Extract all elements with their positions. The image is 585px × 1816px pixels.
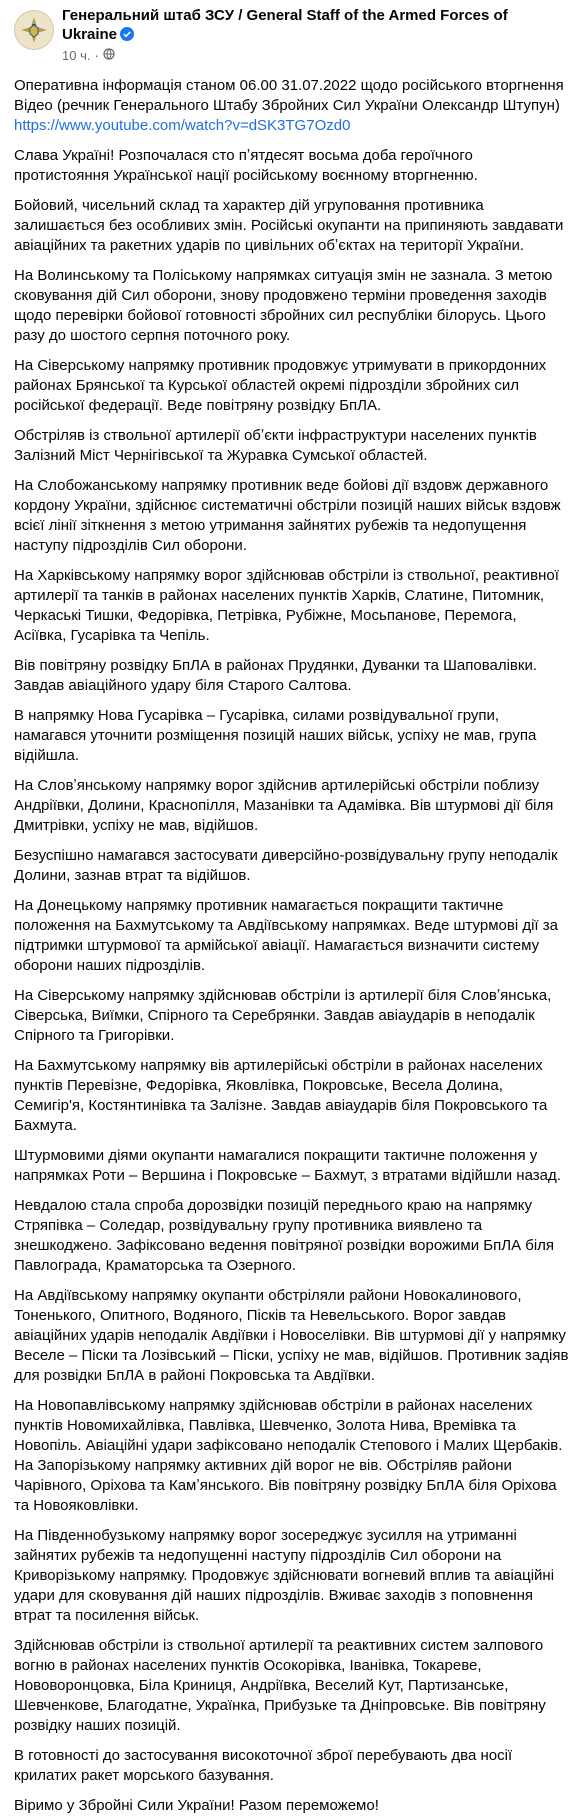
meta-separator: · [94,48,99,63]
video-link[interactable]: https://www.youtube.com/watch?v=dSK3TG7Ozd0 [14,117,351,134]
post-paragraph: Слава Україні! Розпочалася сто пʼятдесят восьма доба героїчного протистояння Української нації російському воєнному вторгненню. [14,147,478,184]
post-meta [62,48,517,63]
post-paragraph: Вів повітряну розвідку БпЛА в районах Прудянки, Дуванки та Шаповалівки. Завдав авіаційного удару біля Старого Салтова. [14,657,538,694]
post-paragraph: На Сіверському напрямку противник продовжує утримувати в прикордонних районах Брянської та Курської областей окремі підрозділи збройних сил російської федерації. Веде повітряну розвідку БпЛА. [14,357,547,414]
armed-forces-emblem-icon [19,15,49,45]
post-paragraph: На Слобожанському напрямку противник веде бойові дії вздовж державного кордону України, здійснює систематичні обстріли позицій наших військ вздовж всієї лінії зіткнення з метою утримання зайнятих рубежів та недопущення наступу підрозділів Сил оборони. [14,477,561,554]
post-timestamp[interactable]: 10 ч. [62,48,91,63]
post-header [14,6,571,68]
post-paragraph: На Запорізькому напрямку активних дій ворог не вів. Обстріляв райони Чарівного, Оріхова та Камʼянського. Вів повітряну розвідку БпЛА біля Оріхова та Новояковлівки. [14,1457,557,1514]
post-paragraph: Безуспішно намагався застосувати диверсійно-розвідувальну групу неподалік Долини, зазнав втрат та відійшов. [14,847,558,884]
post-body [14,76,571,1816]
post-paragraph: Здійснював обстріли із ствольної артилерії та реактивних систем залпового вогню в районах населених пунктів Осокорівка, Іванівка, Токареве, Нововоронцовка, Біла Криниця, Андріївка, Веселий Кут, Партизанське, Шевченкове, Благодатне, Українка, Прибузьке та Дніпровське. Вів повітряну розвідку наших позицій. [14,1637,546,1734]
post-paragraph: На Сіверському напрямку здійснював обстріли із артилерії біля Словʼянська, Сіверська, Виїмки, Спірного та Серебрянки. Завдав авіаударів в неподалік Спірного та Григорівки. [14,987,552,1044]
post-paragraph: На Харківському напрямку ворог здійснював обстріли із ствольної, реактивної артилерії та танків в районах населених пунктів Харків, Слатине, Питомник, Черкаські Тишки, Федорівка, Петрівка, Рубіжне, Мосьпанове, Перемога, Асіївка, Гусарівка та Чепіль. [14,567,559,644]
intro-paragraph [14,76,571,136]
post-paragraph: В напрямку Нова Гусарівка – Гусарівка, силами розвідувальної групи, намагався уточнити розміщення позицій наших військ, успіху не мав, група відійшла. [14,707,537,764]
post-paragraph: На Донецькому напрямку противник намагається покращити тактичне положення на Бахмутському та Авдіївському напрямках. Веде штурмові дії за підтримки штурмової та армійської авіації. Намагається визначити систему оборони наших підрозділів. [14,897,558,974]
post-paragraph: Віримо у Збройні Сили України! Разом переможемо! [14,1797,379,1814]
post-paragraph: Невдалою стала спроба дорозвідки позицій переднього краю на напрямку Стряпівка – Соледар, розвідувальну групу противника виявлено та знешкоджено. Зафіксовано ведення повітряної розвідки ворожими БпЛА біля Павлограда, Краматорська та Озерного. [14,1197,555,1274]
post-paragraph: На Авдіївському напрямку окупанти обстріляли райони Новокалинового, Тоненького, Опитного, Водяного, Пісків та Невельського. Ворог завдав авіаційних ударів неподалік Авдіївки і Новоселівки. Вів штурмові дії у напрямку Веселе – Піски та Лозівський – Піски, успіху не мав, відійшов. Противник задіяв для розвідки БпЛА в районі Покровська та Авдіївки. [14,1287,569,1384]
globe-icon [103,48,115,63]
post-paragraph: На Волинському та Поліському напрямках ситуація змін не зазнала. З метою сковування дій Сил оборони, знову продовжено терміни проведення заходів щодо перевірки бойової готовності збройних сил республіки білорусь. Цього разу до шостого серпня поточного року. [14,267,553,344]
post-paragraph: Штурмовими діями окупанти намагалися покращити тактичне положення у напрямках Роти – Вершина і Покровське – Бахмут, з втратами відійшли назад. [14,1147,561,1184]
page-avatar[interactable] [14,10,54,50]
post-paragraph: Обстріляв із ствольної артилерії обʼєкти інфраструктури населених пунктів Залізний Міст Чернігівської та Журавка Сумської областей. [14,427,537,464]
page-name-text[interactable]: Генеральний штаб ЗСУ / General Staff of the Armed Forces of Ukraine [62,7,508,43]
post-paragraph: На Південнобузькому напрямку ворог зосереджує зусилля на утриманні зайнятих рубежів та недопущенні наступу підрозділів Сил оборони на Криворізькому напрямку. Продовжує здійснювати вогневий вплив та авіаційні удари для сковування дій наших підрозділів. Вживає заходів з поповнення втрат та посилення військ. [14,1527,555,1624]
post-paragraph: На Бахмутському напрямку вів артилерійські обстріли в районах населених пунктів Перевізне, Федорівка, Яковлівка, Покровське, Весела Долина, Семигір'я, Костянтинівка та Залізне. Завдав авіаударів біля Покровського та Бахмута. [14,1057,548,1134]
post-paragraph: На Новопавлівському напрямку здійснював обстріли в районах населених пунктів Новомихайлівка, Павлівка, Шевченко, Золота Нива, Времівка та Новопіль. Авіаційні удари зафіксовано неподалік Степового і Малих Щербаків. [14,1397,563,1454]
post-paragraph: Бойовий, чисельний склад та характер дій угруповання противника залишається без особливих змін. Російські окупанти на припиняють завдавати авіаційних та ракетних ударів по цивільних обʼєктах на території України. [14,197,564,254]
post-paragraph: В готовності до застосування високоточної зброї перебувають два носії крилатих ракет морського базування. [14,1747,513,1784]
intro-text: Оперативна інформація станом 06.00 31.07.2022 щодо російського вторгнення Відео (речник Генерального Штабу Збройних Сил України Олександр Штупун) [14,77,564,114]
verified-badge-icon [120,27,134,46]
post-paragraph: На Словʼянському напрямку ворог здійснив артилерійські обстріли поблизу Андріївки, Долини, Краснопілля, Мазанівки та Адамівка. Вів штурмові дії біля Дмитрівки, успіху не мав, відійшов. [14,777,554,834]
page-name[interactable] [62,6,517,46]
